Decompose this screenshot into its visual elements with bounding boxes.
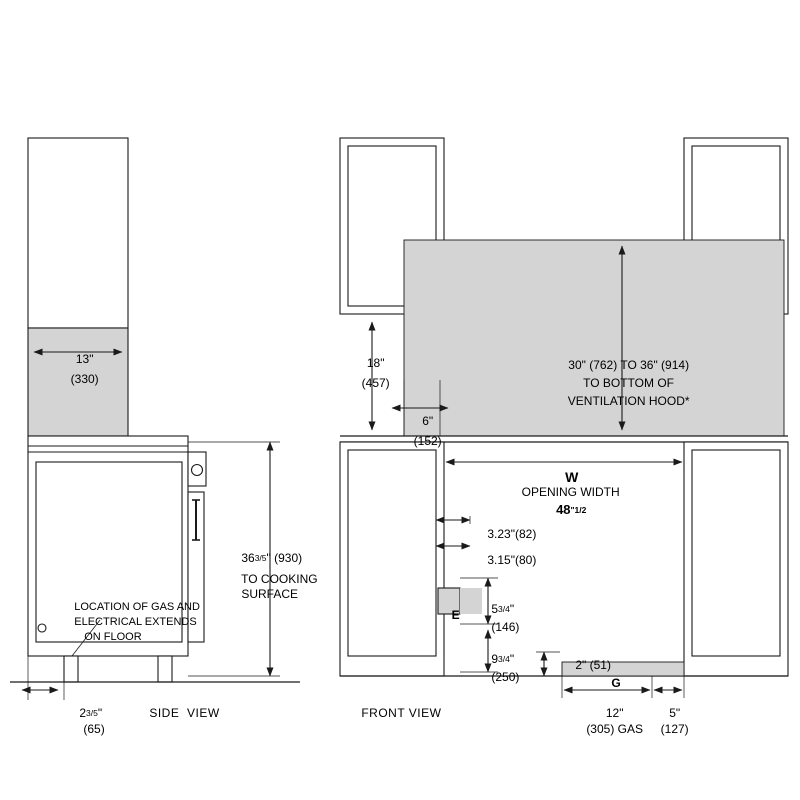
side-depth-mm: (330) <box>70 372 99 387</box>
dim-g-letter: G <box>611 676 621 691</box>
side-height-mm: (930) <box>274 551 303 566</box>
hood-height-line-2: TO BOTTOM OF <box>583 376 674 391</box>
side-height-inches: 36 <box>241 551 255 566</box>
dim-f-unit: " <box>509 652 515 667</box>
gas-note-line-2: ELECTRICAL EXTENDS <box>74 615 197 628</box>
side-depth-inches: 13" <box>75 352 94 367</box>
elec-width-inches: 5" <box>669 706 681 721</box>
opening-width-letter: W <box>565 468 579 485</box>
dim-a-inches: 3.23" <box>487 527 515 542</box>
side-toe-fraction: 3/5 <box>86 708 98 719</box>
dim-e-mm: (146) <box>491 620 520 635</box>
gas-width-mm: (305) GAS <box>586 722 644 737</box>
dim-f-mm: (250) <box>491 670 520 685</box>
hood-height-line-1: 30" (762) TO 36" (914) <box>568 358 690 373</box>
dim-top-small-inches: 2" <box>575 658 587 673</box>
dim-b-inches: 3.15" <box>487 553 515 568</box>
dim-a-mm: (82) <box>514 527 537 542</box>
upper-cabinet-gap-inches: 18" <box>366 356 385 371</box>
opening-width-value-fraction: "1/2 <box>570 505 587 516</box>
gas-note-line-1: LOCATION OF GAS AND <box>74 600 200 613</box>
side-height-fraction: 3/5 <box>254 553 267 564</box>
dim-top-small-mm: (51) <box>589 658 611 673</box>
front-view-caption: FRONT VIEW <box>361 706 442 721</box>
dim-b-mm: (80) <box>514 553 537 568</box>
side-clearance-mm: (152) <box>413 434 442 449</box>
opening-width-value: 48 <box>556 502 571 518</box>
dim-f-fraction: 3/4 <box>498 654 510 665</box>
dim-e-fraction: 3/4 <box>498 604 510 615</box>
upper-cabinet-gap-mm: (457) <box>361 376 390 391</box>
hood-height-line-3: VENTILATION HOOD* <box>567 394 690 409</box>
dim-f-inches: 9 <box>491 652 499 667</box>
diagram-canvas: 13" (330) 363/5" (930) TO COOKING SURFACE LOCATION OF GAS AND ELECTRICAL EXTENDS ON FLOOR 23/5" (65) SIDE VIEW 18" (457) 6" (152) 30" (762) TO 36" (914) TO BOTTOM OF VENTILATION HOOD* W OPENING WIDTH 48"1/2 3.23"(82) 3.15"(80) E 53/4" (146) 93/4" (250) 2" (51) G 12" (305) GAS 5" (127) FRONT VIEW <box>0 0 800 800</box>
elec-width-mm: (127) <box>660 722 689 737</box>
side-toe-inches: 2 <box>79 706 87 721</box>
side-height-note-1: TO COOKING <box>241 572 318 587</box>
side-toe-mm: (65) <box>83 722 105 737</box>
dim-e-letter: E <box>451 608 460 623</box>
dim-e-unit: " <box>509 602 515 617</box>
side-height-note-2: SURFACE <box>241 587 299 602</box>
side-clearance-inches: 6" <box>422 414 434 429</box>
gas-note-line-3: ON FLOOR <box>84 630 142 643</box>
gas-width-inches: 12" <box>605 706 624 721</box>
side-view-caption: SIDE VIEW <box>149 706 220 721</box>
opening-width-caption: OPENING WIDTH <box>521 485 620 500</box>
dim-e-inches: 5 <box>491 602 499 617</box>
